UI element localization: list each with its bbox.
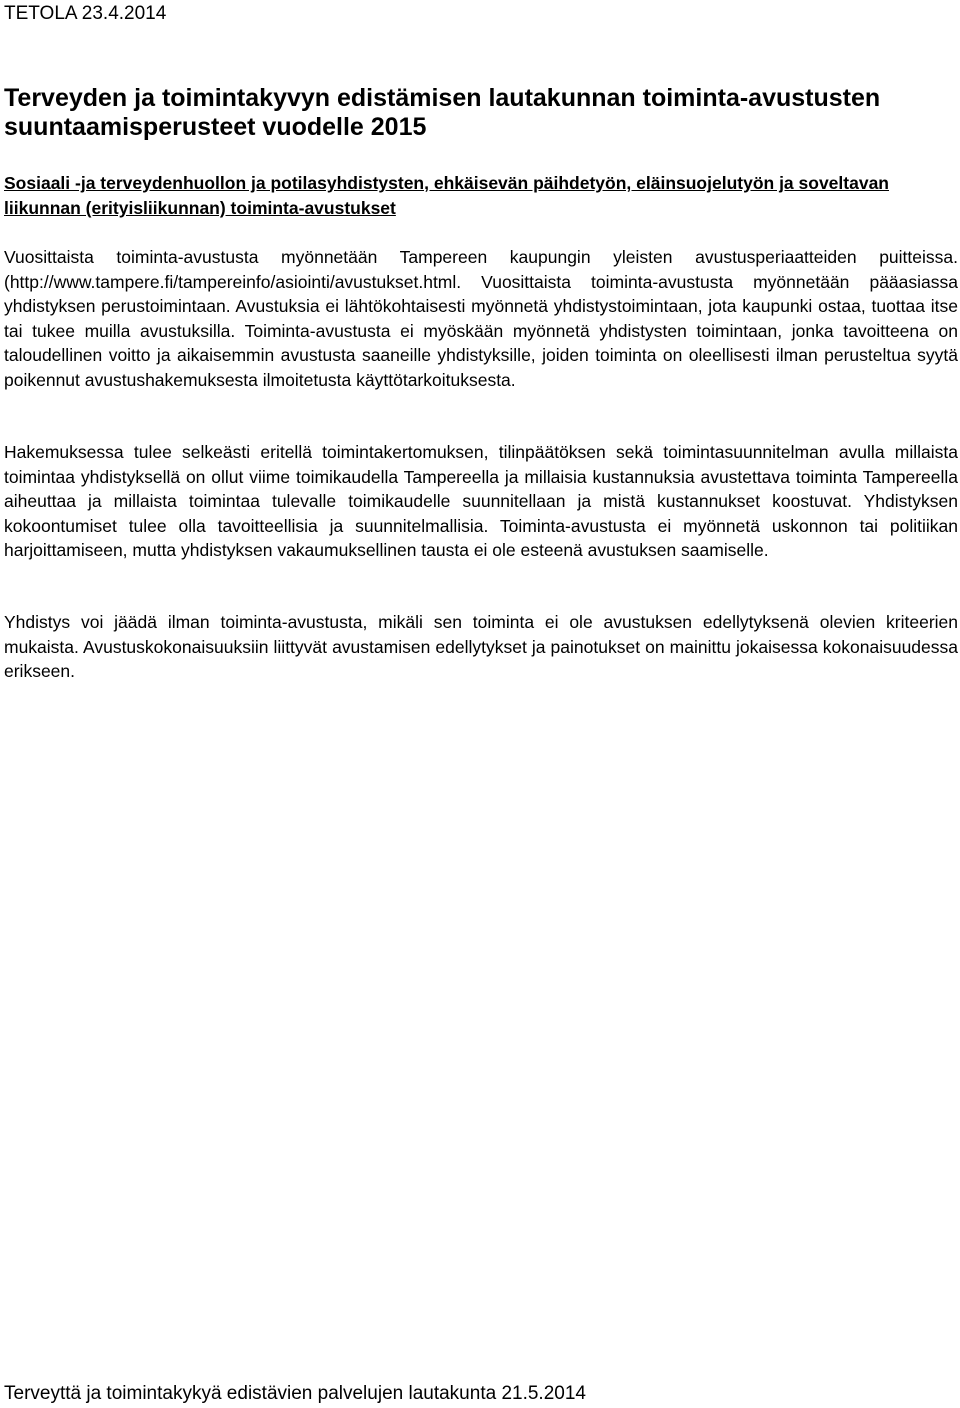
document-title: Terveyden ja toimintakyvyn edistämisen lautakunnan toiminta-avustusten suuntaamisperusteet vuodelle 2015 (4, 84, 881, 141)
document-page (4, 0, 958, 1408)
body-paragraph-3: Yhdistys voi jäädä ilman toiminta-avustusta, mikäli sen toiminta ei ole avustuksen edellytyksenä olevien kriteerien mukaista. Avustuskokonaisuuksiin liittyvät avustamisen edellytykset ja painotukset on mainittu jokaisessa kokonaisuudessa erikseen. (4, 612, 958, 682)
document-footer: Terveyttä ja toimintakykyä edistävien palvelujen lautakunta 21.5.2014 (4, 1383, 586, 1404)
body-paragraph-1: Vuosittaista toiminta-avustusta myönnetään Tampereen kaupungin yleisten avustusperiaatteiden puitteissa. (http://www.tampere.fi/tampereinfo/asiointi/avustukset.html. Vuosittaista toiminta-avustusta myönnetään pääasiassa yhdistyksen perustoimintaan. Avustuksia ei lähtökohtaisesti myönnetä yhdistystoimintaan, jota kaupunki ostaa, tuottaa itse tai tukee muilla avustuksilla. Toiminta-avustusta ei myöskään myönnetä yhdistysten toimintaan, jonka tavoitteena on taloudellinen voitto ja aikaisemmin avustusta saaneille yhdistyksille, joiden toiminta on oleellisesti ilman perusteltua syytä poikennut avustushakemuksesta ilmoitetusta käyttötarkoituksesta. (4, 247, 958, 390)
document-subtitle: Sosiaali -ja terveydenhuollon ja potilasyhdistysten, ehkäisevän päihdetyön, eläinsuojelutyön ja soveltavan liikunnan (erityisliikunnan) toiminta-avustukset (4, 173, 889, 218)
body-paragraph-2: Hakemuksessa tulee selkeästi eritellä toimintakertomuksen, tilinpäätöksen sekä toimintasuunnitelman avulla millaista toimintaa yhdistyksellä on ollut viime toimikaudella Tampereella ja millaisia kustannuksia avustettava toiminta Tampereella aiheuttaa ja millaista toimintaa tulevalle toimikaudelle suunnitellaan ja mistä kustannukset koostuvat. Yhdistyksen kokoontumiset tulee olla tavoitteellisia ja suunnitelmallisia. Toiminta-avustusta ei myönnetä uskonnon tai politiikan harjoittamiseen, mutta yhdistyksen vakaumuksellinen tausta ei ole esteenä avustuksen saamiselle. (4, 442, 958, 561)
document-header: TETOLA 23.4.2014 (4, 3, 167, 24)
